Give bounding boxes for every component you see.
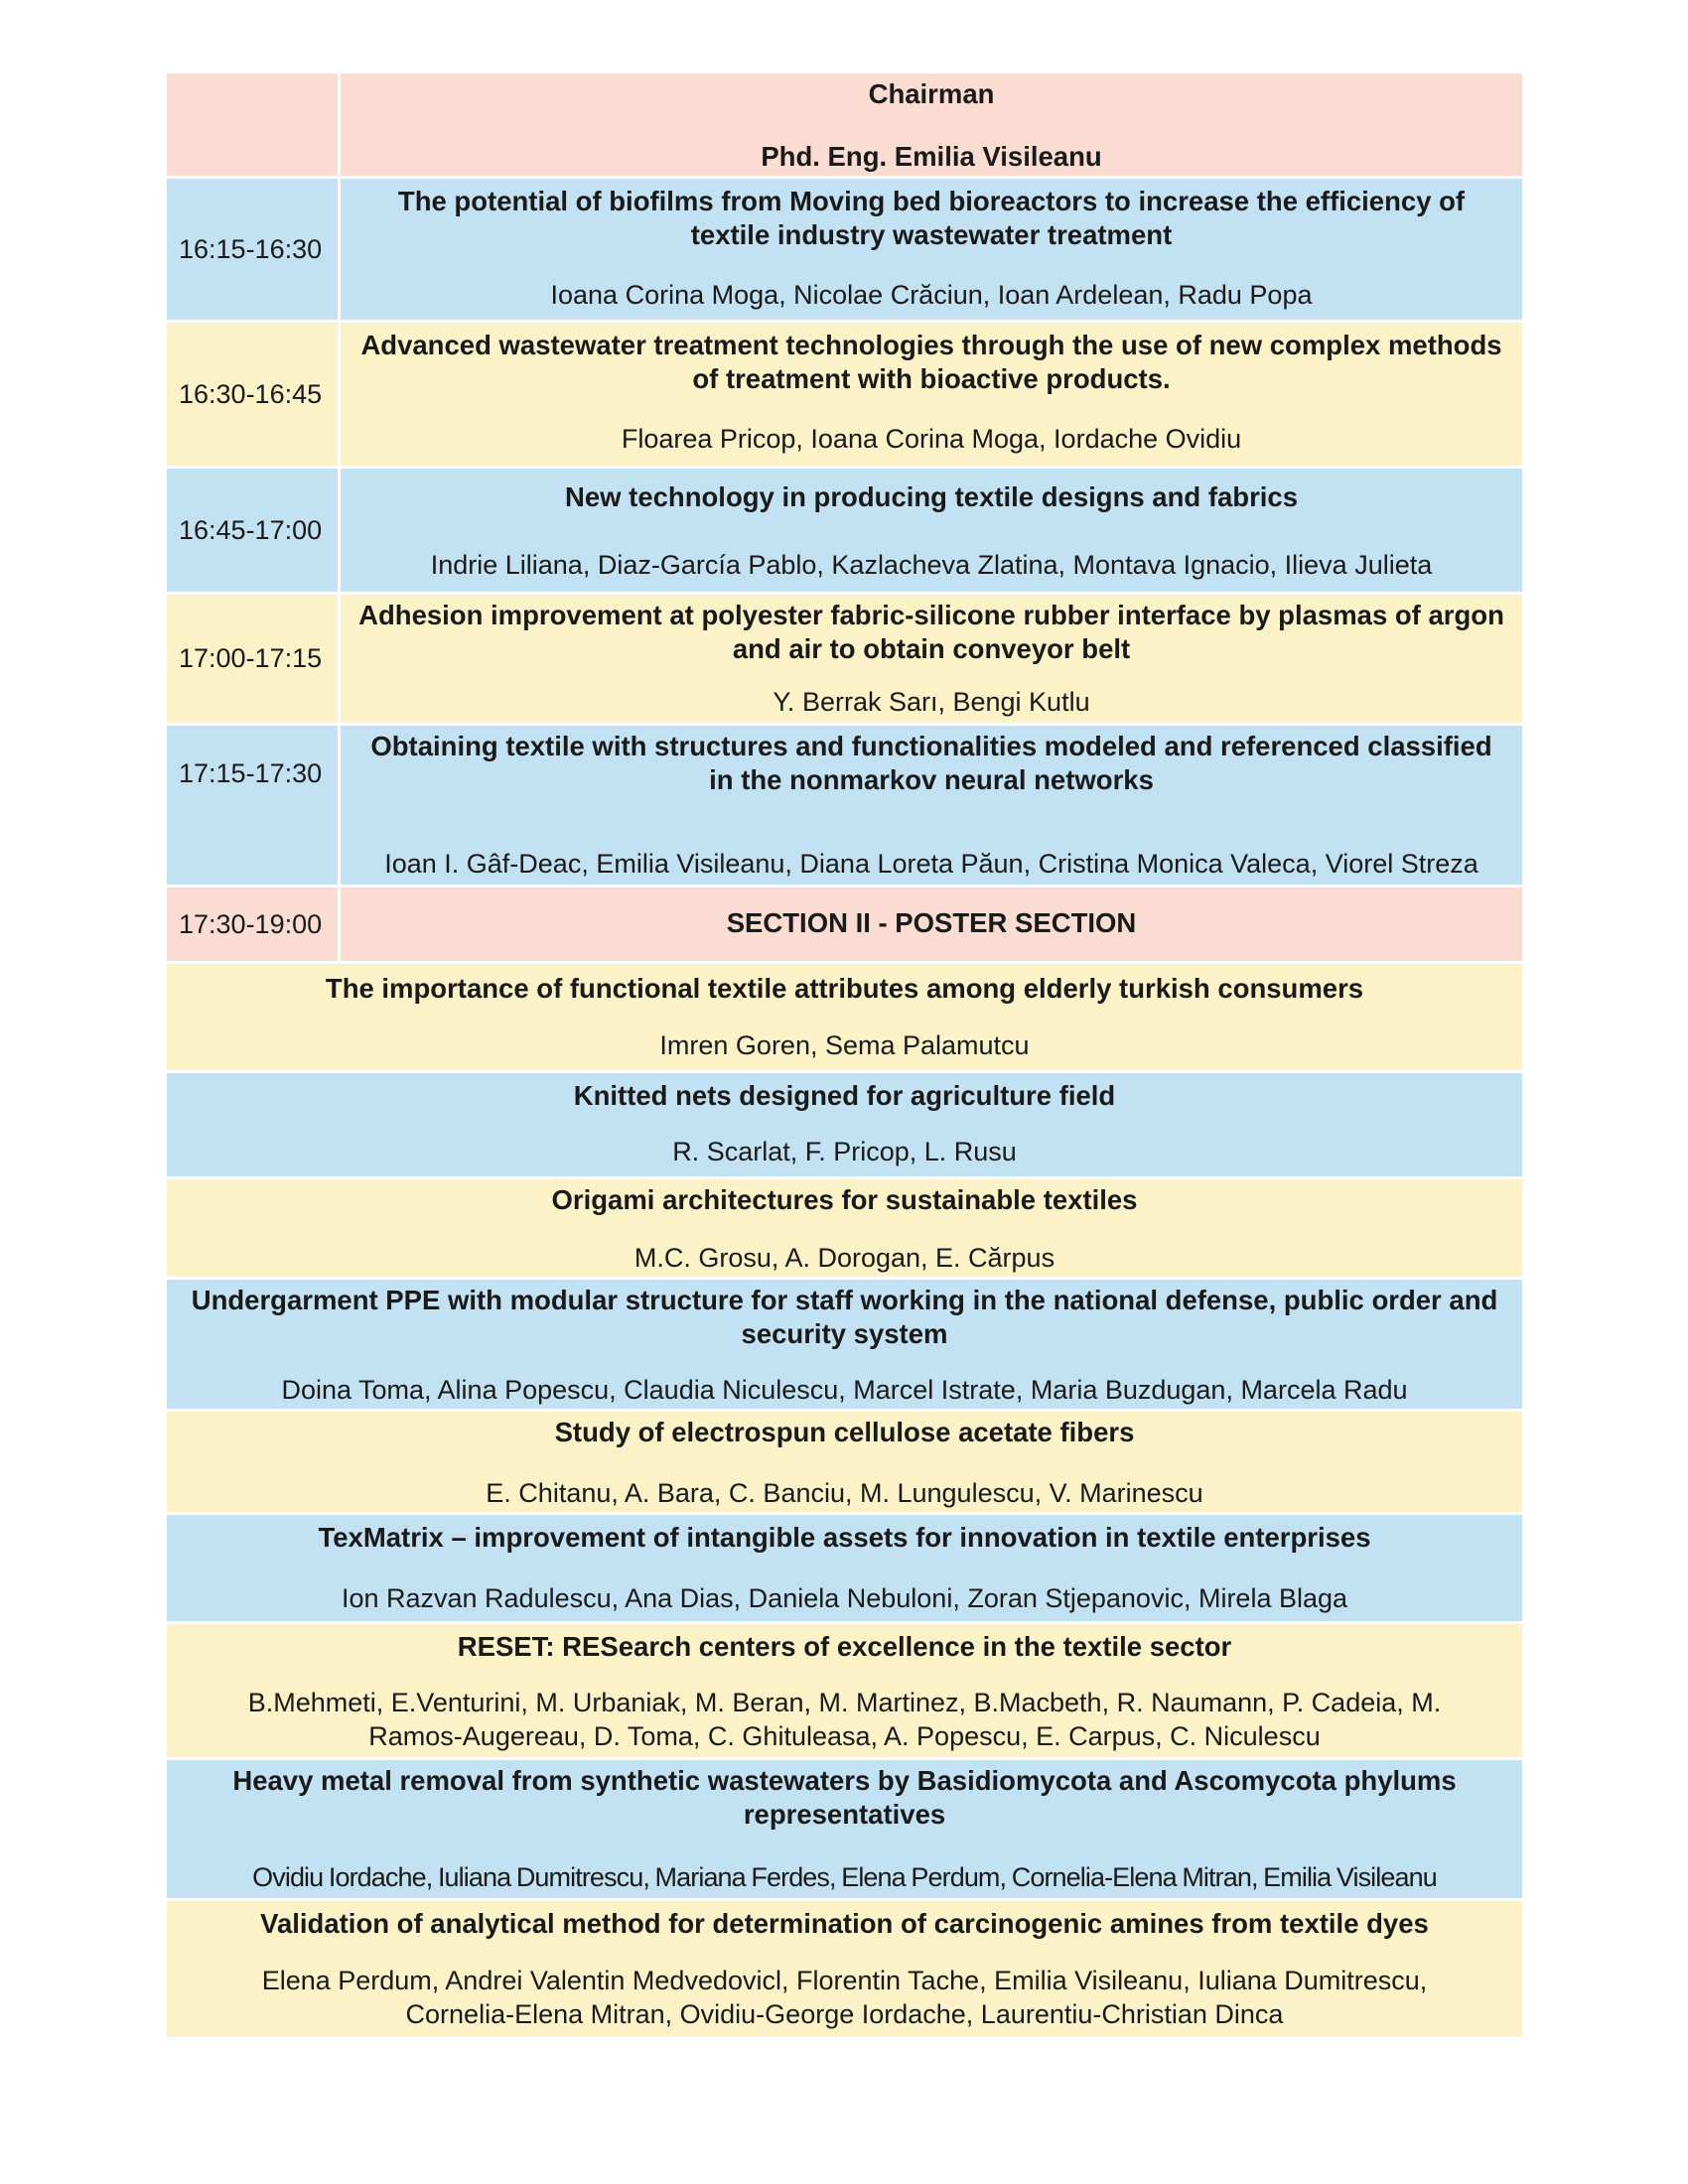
poster-title: Origami architectures for sustainable textiles [551,1184,1138,1215]
poster-title: Undergarment PPE with modular structure for staff working in the national defense, public order and security system [191,1285,1498,1349]
poster-content [167,964,1522,1070]
poster-row [167,1760,1522,1901]
poster-content [167,1280,1522,1409]
poster-authors: Ion Razvan Radulescu, Ana Dias, Daniela Nebuloni, Zoran Stjepanovic, Mirela Blaga [341,1583,1348,1613]
session-authors: Floarea Pricop, Ioana Corina Moga, Iordache Ovidiu [621,424,1242,454]
session-content [341,179,1522,320]
session-title: Adhesion improvement at polyester fabric-silicone rubber interface by plasmas of argon and air to obtain conveyor belt [358,600,1504,664]
session-row [167,179,1522,323]
poster-title: TexMatrix – improvement of intangible assets for innovation in textile enterprises [318,1522,1371,1553]
poster-authors: E. Chitanu, A. Bara, C. Banciu, M. Lungulescu, V. Marinescu [486,1478,1203,1508]
poster-content [167,1073,1522,1176]
session-title: The potential of biofilms from Moving bed bioreactors to increase the efficiency of textile industry wastewater treatment [397,186,1466,250]
poster-content [167,1624,1522,1757]
poster-authors: Elena Perdum, Andrei Valentin Medvedovicl, Florentin Tache, Emilia Visileanu, Iuliana Dumitrescu, Cornelia-Elena Mitran, Ovidiu-George Iordache, Laurentiu-Christian Dinca [261,1966,1428,2029]
poster-section-cell [341,887,1522,961]
session-title: Advanced wastewater treatment technologies through the use of new complex methods of treatment with bioactive products. [360,330,1502,394]
poster-title: Study of electrospun cellulose acetate fibers [554,1417,1135,1447]
poster-row [167,1901,1522,2040]
chairman-cell [341,73,1522,176]
session-title: Obtaining textile with structures and functionalities modeled and referenced classified in the nonmarkov neural networks [370,731,1492,795]
poster-authors: Ovidiu Iordache, Iuliana Dumitrescu, Mariana Ferdes, Elena Perdum, Cornelia-Elena Mitran, Emilia Visileanu [252,1862,1437,1892]
poster-section-title: SECTION II - POSTER SECTION [726,907,1137,938]
poster-authors: Imren Goren, Sema Palamutcu [659,1030,1030,1060]
session-content [341,726,1522,885]
poster-row [167,1515,1522,1624]
poster-content [167,1760,1522,1898]
session-time: 16:45-17:00 [167,469,341,592]
session-time: 16:30-16:45 [167,323,341,466]
time-cell-empty [167,73,341,176]
poster-row [167,1073,1522,1179]
poster-authors: B.Mehmeti, E.Venturini, M. Urbaniak, M. Beran, M. Martinez, B.Macbeth, R. Naumann, P. Cadeia, M. Ramos-Augereau, D. Toma, C. Ghituleasa, A. Popescu, E. Carpus, C. Niculescu [247,1688,1442,1751]
poster-authors: M.C. Grosu, A. Dorogan, E. Cărpus [633,1243,1055,1273]
session-row [167,469,1522,595]
program-table [167,73,1522,2040]
poster-content [167,1515,1522,1621]
poster-content [167,1412,1522,1512]
poster-section-time: 17:30-19:00 [167,887,341,961]
poster-row [167,1179,1522,1280]
poster-row [167,1280,1522,1412]
session-row [167,323,1522,469]
poster-title: Knitted nets designed for agriculture field [573,1080,1116,1111]
poster-row [167,964,1522,1073]
session-time: 17:00-17:15 [167,595,341,723]
poster-section-row [167,887,1522,964]
poster-title: Heavy metal removal from synthetic wastewaters by Basidiomycota and Ascomycota phylums representatives [232,1765,1457,1830]
poster-row [167,1624,1522,1760]
poster-row [167,1412,1522,1515]
session-authors: Indrie Liliana, Diaz-García Pablo, Kazlacheva Zlatina, Montava Ignacio, Ilieva Julieta [430,550,1433,580]
session-title: New technology in producing textile designs and fabrics [564,481,1299,512]
session-row [167,595,1522,726]
session-content [341,595,1522,723]
poster-title: RESET: RESearch centers of excellence in the textile sector [457,1631,1232,1662]
session-content [341,469,1522,592]
session-authors: Ioana Corina Moga, Nicolae Crăciun, Ioan Ardelean, Radu Popa [550,280,1313,310]
chairman-name: Phd. Eng. Emilia Visileanu [761,141,1102,172]
poster-authors: Doina Toma, Alina Popescu, Claudia Niculescu, Marcel Istrate, Maria Buzdugan, Marcela Radu [281,1375,1408,1405]
session-time: 17:15-17:30 [167,726,341,885]
session-content [341,323,1522,466]
session-authors: Ioan I. Gâf-Deac, Emilia Visileanu, Diana Loreta Păun, Cristina Monica Valeca, Viorel Streza [384,849,1478,879]
session-row [167,726,1522,887]
poster-title: Validation of analytical method for determination of carcinogenic amines from textile dyes [260,1908,1429,1939]
poster-content [167,1179,1522,1277]
session-authors: Y. Berrak Sarı, Bengi Kutlu [773,687,1090,717]
poster-authors: R. Scarlat, F. Pricop, L. Rusu [672,1137,1017,1166]
chairman-row [167,73,1522,179]
poster-title: The importance of functional textile attributes among elderly turkish consumers [325,973,1364,1004]
poster-content [167,1901,1522,2037]
chairman-label: Chairman [868,78,995,109]
session-time: 16:15-16:30 [167,179,341,320]
